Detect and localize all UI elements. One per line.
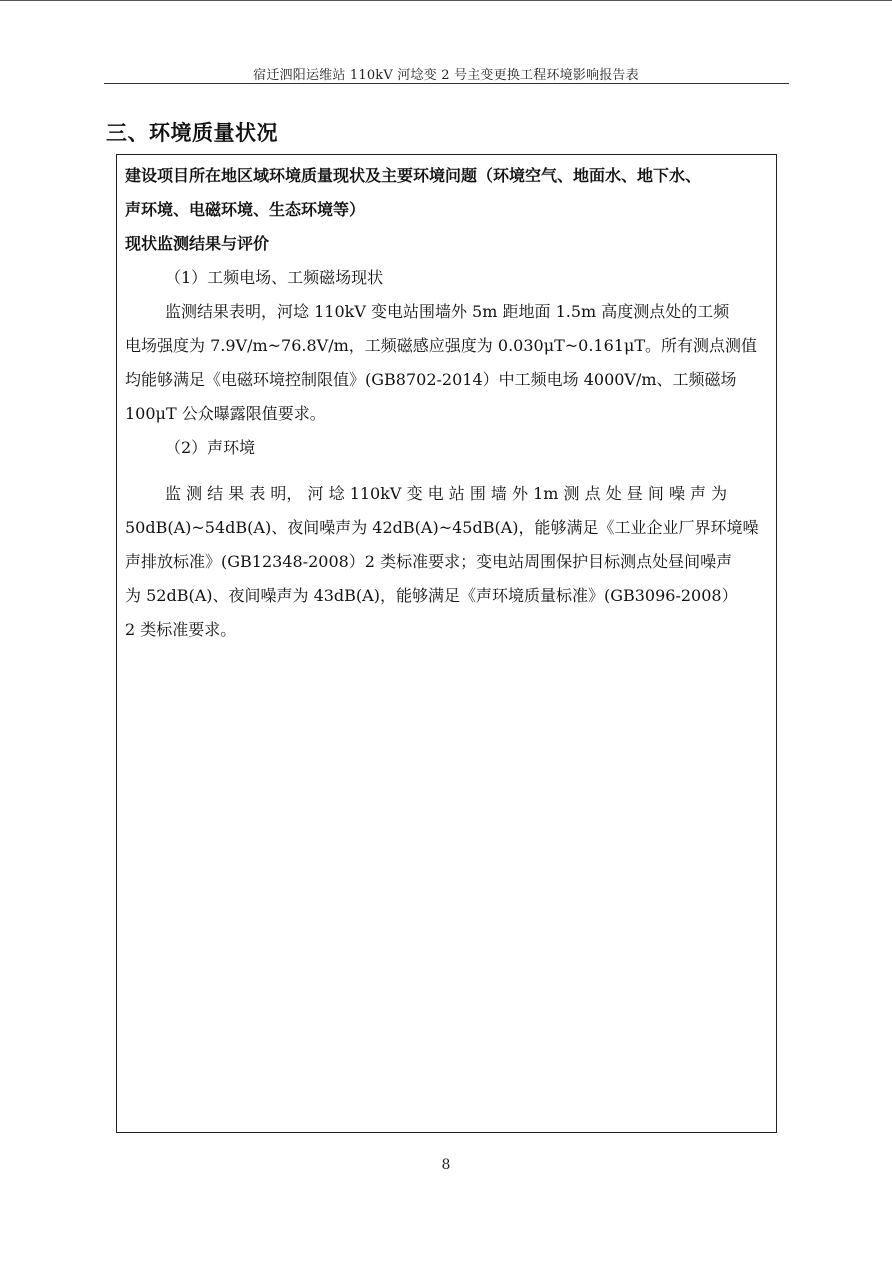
section-title: 三、环境质量状况 [106,121,278,145]
paragraph-line: 100μT 公众曝露限值要求。 [125,404,326,423]
content-table-cell [116,154,777,1133]
cell-heading-line-2: 声环境、电磁环境、生态环境等） [125,200,366,219]
paragraph-line: 2 类标准要求。 [125,620,237,639]
paragraph-line: 电场强度为 7.9V/m~76.8V/m，工频磁感应强度为 0.030μT~0.161μT。所有测点测值 [125,336,758,355]
cell-heading-line-1: 建设项目所在地区域环境质量现状及主要环境问题（环境空气、地面水、地下水、 [125,166,702,185]
paragraph-line: 监 测 结 果 表 明， 河 埝 110kV 变 电 站 围 墙 外 1m 测 点 处 昼 间 噪 声 为 [165,484,728,503]
item-2-title: （2）声环境 [165,438,256,457]
paragraph-line: 监测结果表明，河埝 110kV 变电站围墙外 5m 距地面 1.5m 高度测点处的工频 [165,302,730,321]
header-divider [104,83,789,84]
paragraph-line: 为 52dB(A)、夜间噪声为 43dB(A)，能够满足《声环境质量标准》(GB3096-2008） [125,586,738,605]
subheading: 现状监测结果与评价 [125,234,270,253]
paragraph-line: 声排放标准》(GB12348-2008）2 类标准要求；变电站周围保护目标测点处昼间噪声 [125,552,733,571]
item-1-title: （1）工频电场、工频磁场现状 [165,268,384,287]
document-header: 宿迁泗阳运维站 110kV 河埝变 2 号主变更换工程环境影响报告表 [253,68,639,83]
paragraph-line: 50dB(A)~54dB(A)、夜间噪声为 42dB(A)~45dB(A)，能够满足《工业企业厂界环境噪 [125,518,759,537]
page-number: 8 [441,1157,451,1173]
paragraph-line: 均能够满足《电磁环境控制限值》(GB8702-2014）中工频电场 4000V/m、工频磁场 [125,370,737,389]
